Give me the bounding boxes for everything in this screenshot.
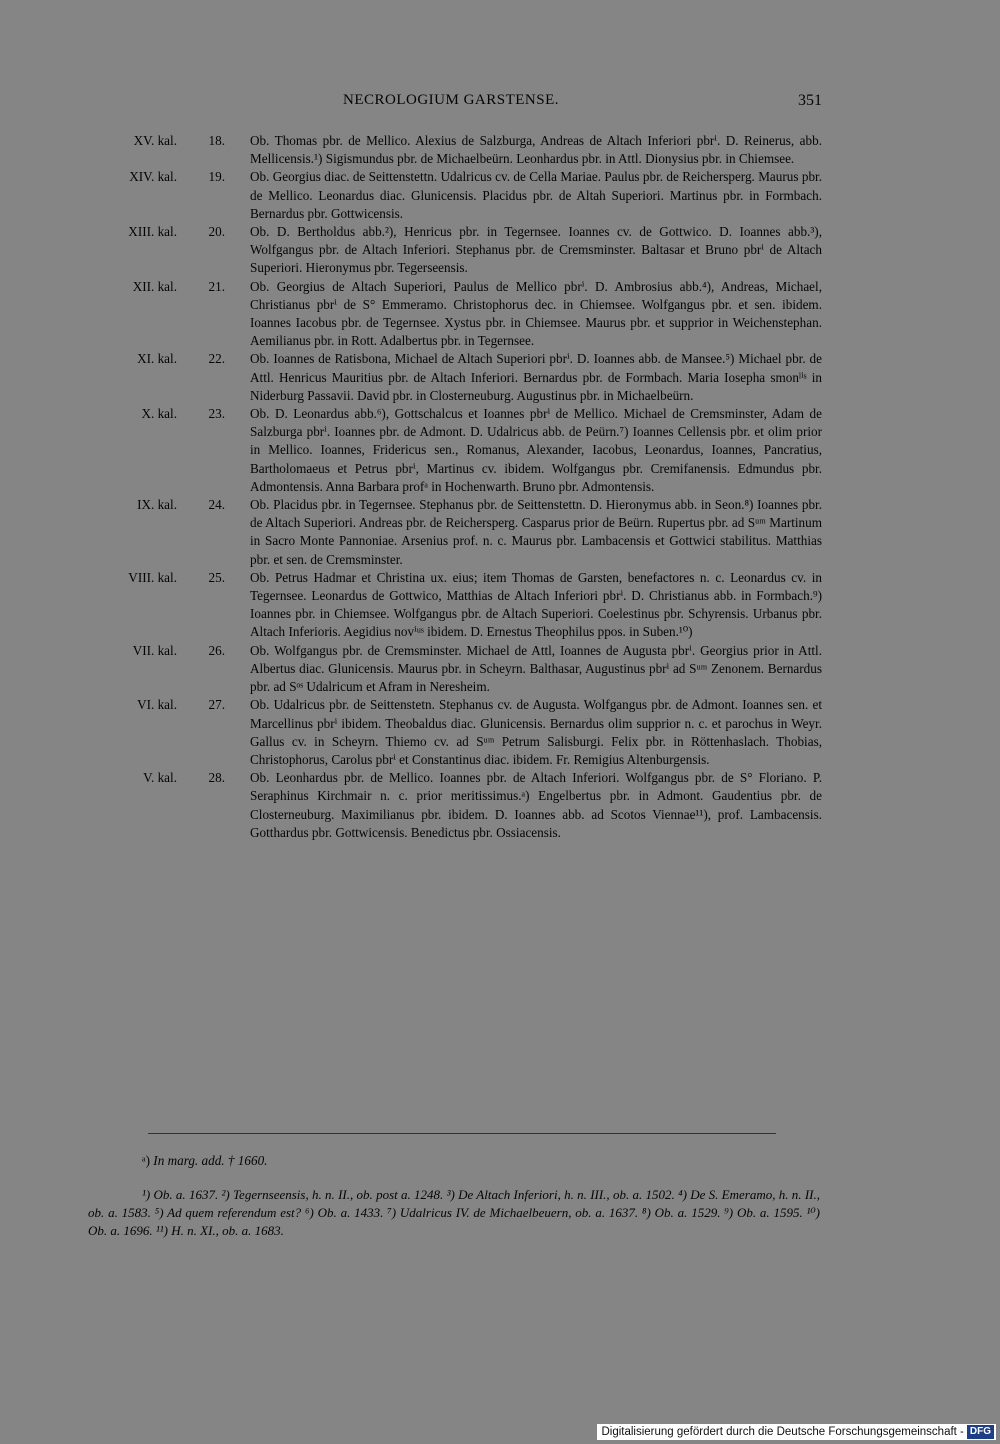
entry-text: Ob. Petrus Hadmar et Christina ux. eius; item Thomas de Garsten, benefactores n. c. Leonardus cv. in Tegernsee. Leonardus de Gottwico, Matthias de Altach Inferiori pbrⁱ. D. Christianus abb. in Formbach.⁹) Ioannes pbr. in Chiemsee. Wolfgangus pbr. de Altach Superiori. Coelestinus pbr. Schyrensis. Urbanus pbr. Altach Inferioris. Aegidius novⁱᵘˢ ibidem. D. Ernestus Theophilus ppos. in Suben.¹⁰) [250, 569, 822, 640]
day-number: 28. [208, 770, 225, 786]
entry-text: Ob. Georgius de Altach Superiori, Paulus de Mellico pbrⁱ. D. Ambrosius abb.⁴), Andreas, Michael, Christianus pbrⁱ de S° Emmeramo. Christophorus dec. in Chiemsee. Wolfgangus pbr. et sen. ibidem. Ioannes Iacobus pbr. de Tegernsee. Xystus pbr. in Chiemsee. Maurus pbr. et supprior in Weichenstephan. Aemilianus pbr. in Rott. Adalbertus pbr. in Tegernsee. [250, 278, 822, 349]
day-number: 26. [208, 642, 225, 658]
kalends-label: XIII. kal. [128, 224, 177, 240]
day-number: 27. [208, 697, 225, 713]
dfg-logo: DFG [967, 1425, 994, 1439]
entry-text: Ob. Udalricus pbr. de Seittenstetn. Stephanus cv. de Augusta. Wolfgangus pbr. de Admont. Ioannes sen. et Marcellinus pbrⁱ ibidem. Theobaldus diac. Glunicensis. Bernardus olim supprior n. c. et parochus in Weyr. Gallus cv. in Scheyrn. Thiemo cv. ad Sᵘᵐ Petrum Salisburgi. Felix pbr. in Röttenhaslach. Thobias, Christophorus, Carolus pbrⁱ et Constantinus diac. ibidem. Fr. Remigius Altenburgensis. [250, 697, 822, 767]
entry-text: Ob. Thomas pbr. de Mellico. Alexius de Salzburga, Andreas de Altach Inferiori pbrⁱ. D. Reinerus, abb. Mellicensis.¹) Sigismundus pbr. de Michaelbeürn. Leonhardus pbr. in Attl. Dionysius pbr. in Chiemsee. [250, 133, 822, 167]
kalends-label: VII. kal. [132, 642, 177, 658]
kalends-label: XI. kal. [137, 351, 177, 367]
dfg-footer [597, 1424, 996, 1440]
margin-note [142, 1153, 267, 1169]
entry-row [80, 132, 822, 168]
day-number: 19. [208, 169, 225, 185]
entry-row [80, 496, 822, 569]
entry-row [80, 223, 822, 278]
entry-row [80, 696, 822, 769]
entry-text: Ob. Ioannes de Ratisbona, Michael de Altach Superiori pbrⁱ. D. Ioannes abb. de Mansee.⁵) Michael pbr. de Attl. Henricus Mauritius pbr. de Altach Inferiori. Bernardus pbr. de Formbach. Maria Iosepha smonˡⁱˢ in Niderburg Passavii. David pbr. in Closterneuburg. Augustinus pbr. in Michaelbeürn. [250, 351, 822, 403]
entry-row [80, 168, 822, 223]
kalends-label: X. kal. [141, 406, 177, 422]
day-number: 23. [208, 406, 225, 422]
necrology-entries [80, 132, 822, 842]
kalends-label: VIII. kal. [128, 569, 177, 585]
margin-note-marker: ᵃ) [142, 1153, 150, 1168]
footnotes: ¹) Ob. a. 1637. ²) Tegernseensis, h. n. II., ob. post a. 1248. ³) De Altach Inferiori, h. n. III., ob. a. 1502. ⁴) De S. Emeramo, h. n. II., ob. a. 1583. ⁵) Ad quem referendum est? ⁶) Ob. a. 1433. ⁷) Udalricus IV. de Michaelbeuern, ob. a. 1637. ⁸) Ob. a. 1529. ⁹) Ob. a. 1595. ¹⁰) Ob. a. 1696. ¹¹) H. n. XI., ob. a. 1683. [88, 1187, 820, 1238]
margin-note-text: In marg. add. † 1660. [153, 1153, 268, 1168]
entry-text: Ob. Wolfgangus pbr. de Cremsminster. Michael de Attl, Ioannes de Augusta pbrⁱ. Georgius prior in Attl. Albertus diac. Glunicensis. Maurus pbr. in Scheyrn. Balthasar, Augustinus pbrⁱ ad Sᵘᵐ Zenonem. Bernardus pbr. ad Sᵒˢ Udalricum et Afram in Neresheim. [250, 642, 822, 695]
entry-text: Ob. D. Leonardus abb.⁶), Gottschalcus et Ioannes pbrⁱ de Mellico. Michael de Cremsminster, Adam de Salzburga pbrⁱ. Ioannes pbr. de Admont. D. Udalricus abb. de Peürn.⁷) Ioannes Cellensis pbr. et olim prior in Mellico. Ioannes, Fridericus sen., Romanus, Alexander, Iacobus, Leonardus, Ioannes, Pancratius, Bartholomaeus et Petrus pbrⁱ, Martinus cv. ibidem. Wolfgangus pbr. Cremifanensis. Edmundus pbr. Admontensis. Anna Barbara profᵃ in Hochenwarth. Bruno pbr. Admontensis. [250, 406, 822, 494]
day-number: 22. [208, 351, 225, 367]
entry-row [80, 278, 822, 351]
page-number: 351 [798, 92, 822, 109]
entry-row [80, 642, 822, 697]
day-number: 18. [208, 133, 225, 148]
footer-text: Digitalisierung gefördert durch die Deutsche Forschungsgemeinschaft - [601, 1426, 964, 1438]
kalends-label: XII. kal. [132, 278, 177, 294]
day-number: 25. [208, 569, 225, 585]
kalends-label: VI. kal. [137, 697, 177, 713]
entry-text: Ob. Leonhardus pbr. de Mellico. Ioannes pbr. de Altach Inferiori. Wolfgangus pbr. de S° Floriano. P. Seraphinus Kirchmair n. c. prior meritissimus.ᵃ) Engelbertus pbr. in Admont. Gaudentius pbr. de Closterneuburg. Maximilianus pbr. ibidem. D. Ioannes abb. ad Scotos Viennae¹¹), prof. Lambacensis. Gotthardus pbr. Gottwicensis. Benedictus pbr. Ossiacensis. [250, 770, 822, 840]
entry-text: Ob. Placidus pbr. in Tegernsee. Stephanus pbr. de Seittenstettn. D. Hieronymus abb. in Seon.⁸) Ioannes pbr. de Altach Superiori. Andreas pbr. de Reichersperg. Casparus prior de Beürn. Rupertus pbr. ad Sᵘᵐ Martinum in Sacro Monte Pannoniae. Arsenius prof. n. c. Maurus pbr. Lambacensis et Gottwici stabilitus. Matthias pbr. et sen. de Cremsminster. [250, 497, 822, 567]
kalends-label: IX. kal. [137, 497, 177, 513]
kalends-label: XV. kal. [133, 133, 177, 148]
entry-row [80, 569, 822, 642]
entry-row [80, 405, 822, 496]
page-header [80, 92, 822, 122]
entry-text: Ob. D. Bertholdus abb.²), Henricus pbr. in Tegernsee. Ioannes cv. de Gottwico. D. Ioannes abb.³), Wolfgangus pbr. de Altach Inferiori. Stephanus pbr. de Cremsminster. Baltasar et Bruno pbrⁱ de Altach Superiori. Hieronymus pbr. Tegerseensis. [250, 224, 822, 276]
kalends-label: XIV. kal. [129, 169, 177, 185]
running-title: NECROLOGIUM GARSTENSE. [342, 92, 559, 108]
day-number: 20. [208, 224, 225, 240]
footnote-divider [148, 1133, 776, 1134]
entry-text: Ob. Georgius diac. de Seittenstettn. Udalricus cv. de Cella Mariae. Paulus pbr. de Reichersperg. Maurus pbr. de Mellico. Leonardus diac. Glunicensis. Placidus pbr. de Altah Superiori. Martinus pbr. in Formbach. Bernardus pbr. Gottwicensis. [250, 169, 822, 221]
day-number: 21. [208, 278, 225, 294]
day-number: 24. [208, 497, 225, 513]
kalends-label: V. kal. [143, 770, 177, 786]
entry-row [80, 350, 822, 405]
entry-row [80, 769, 822, 842]
